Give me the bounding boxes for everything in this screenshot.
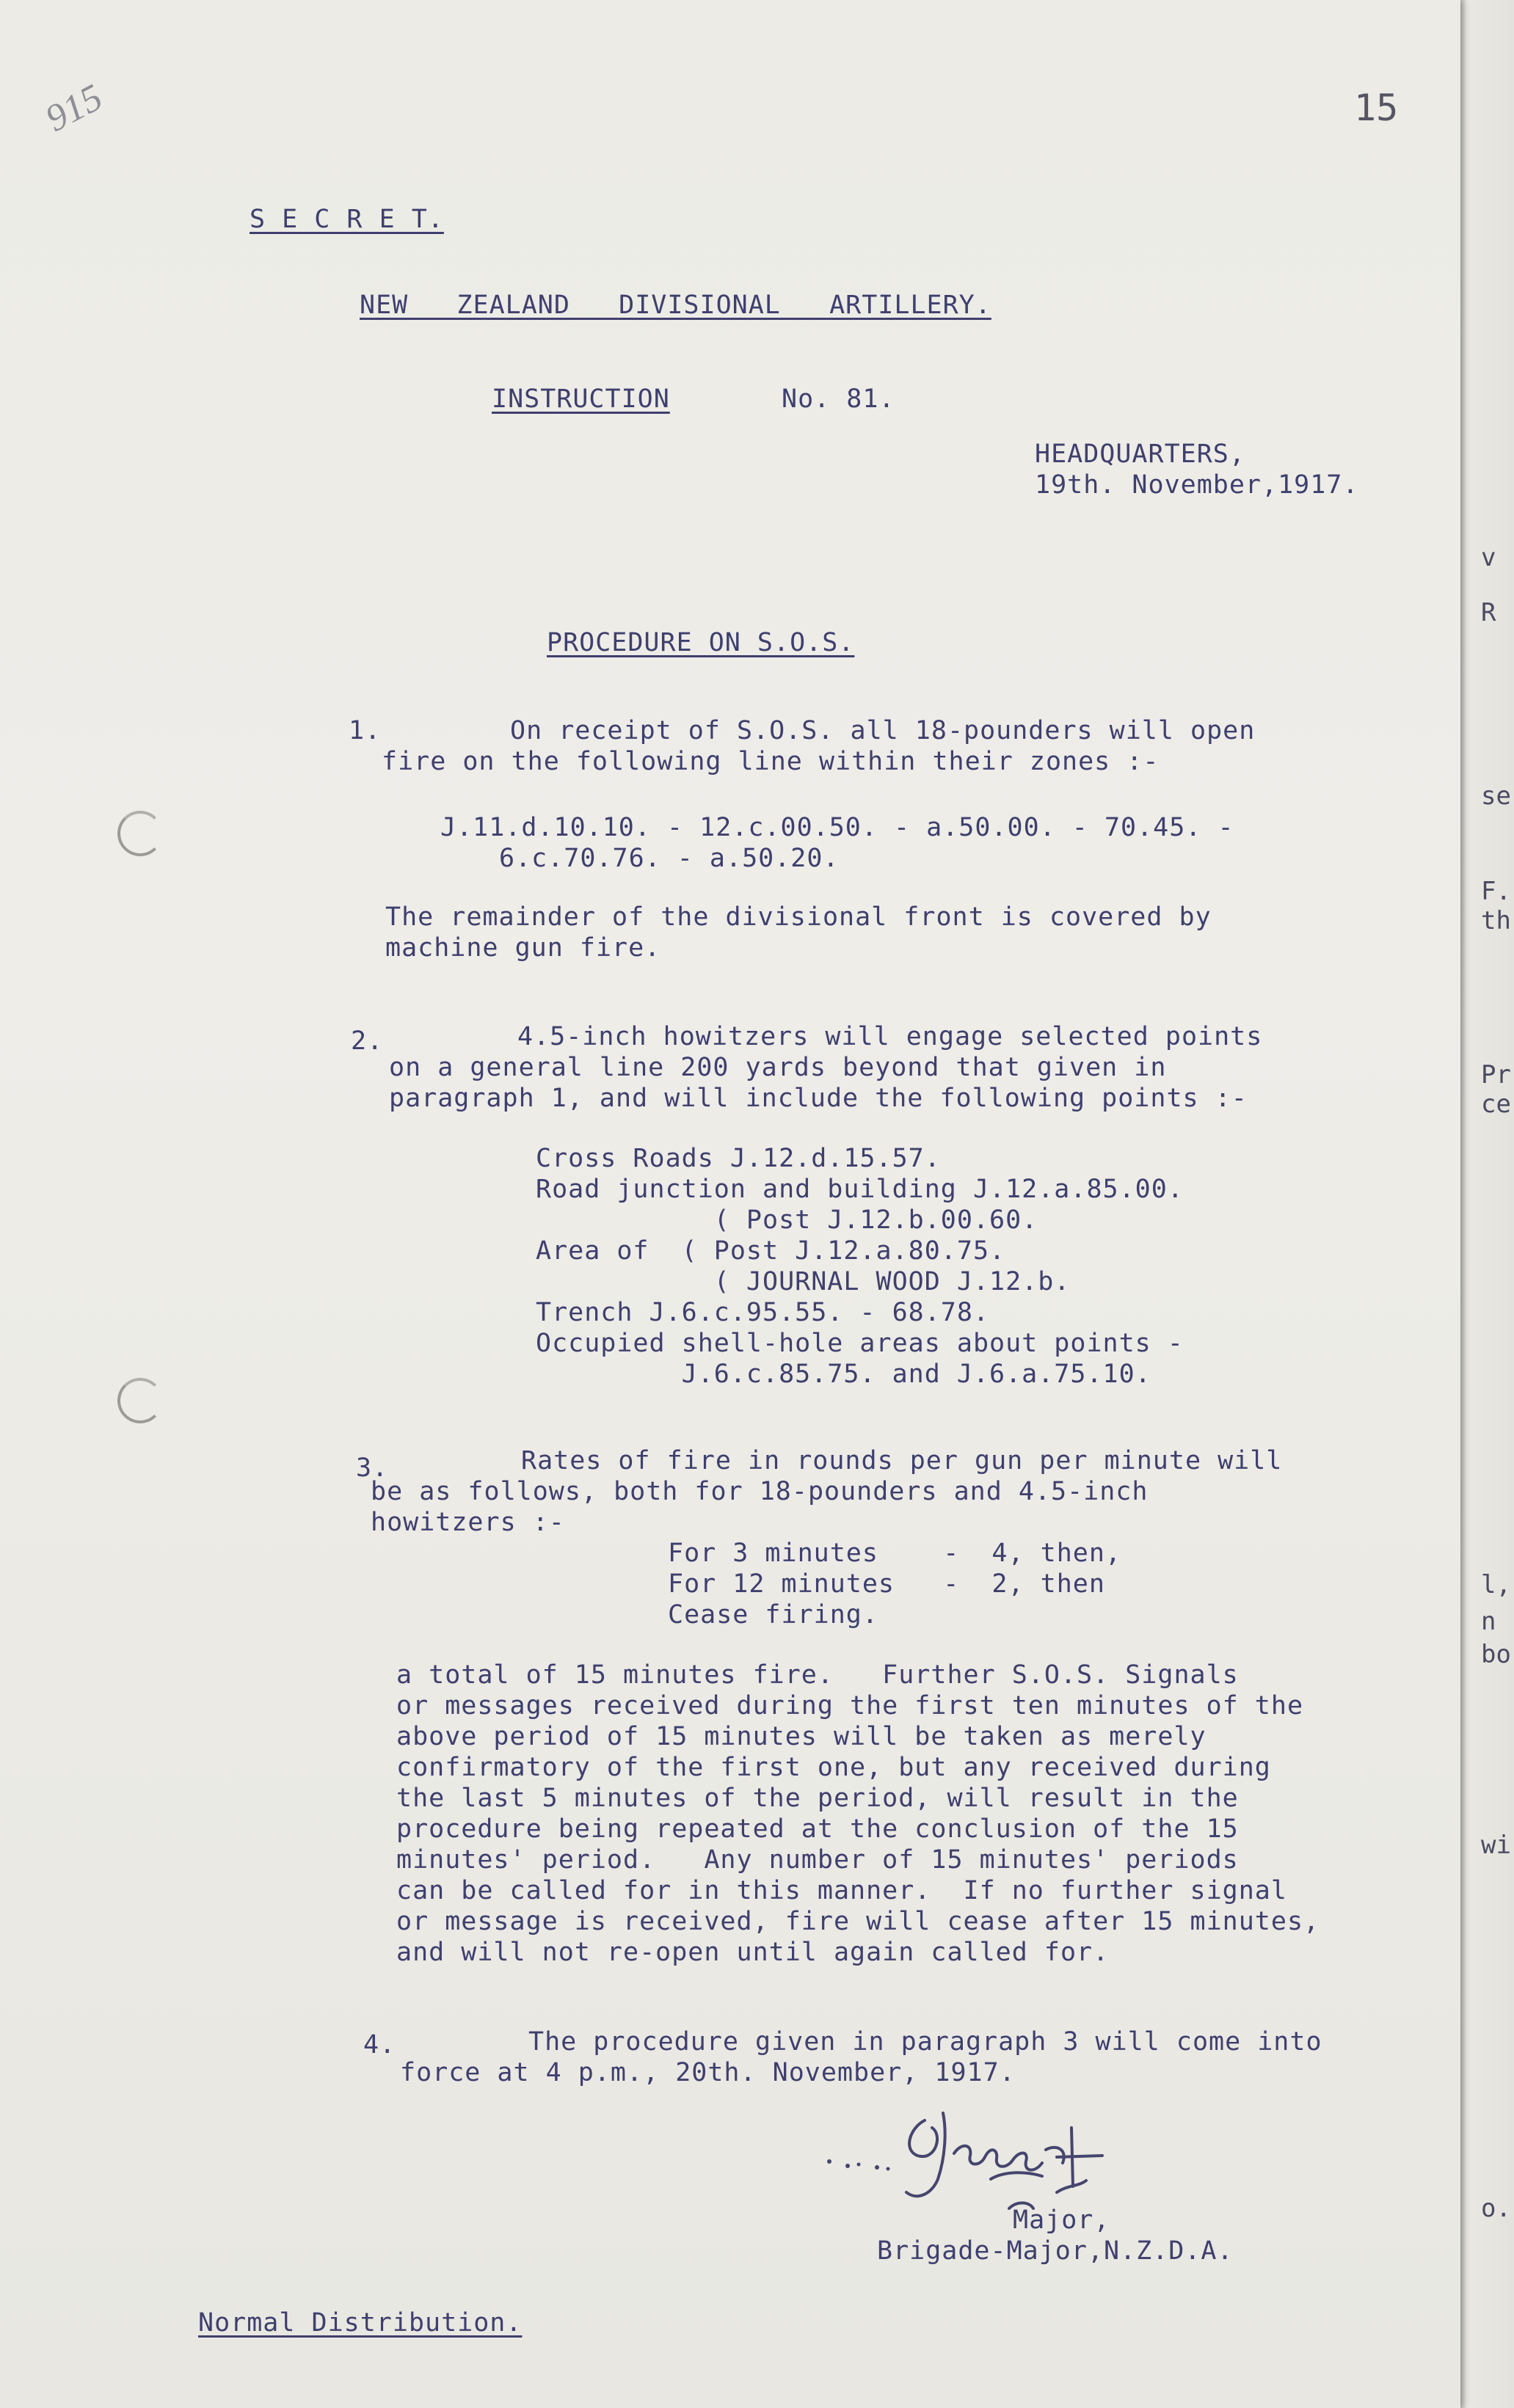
- paragraph-3-body-line: or message is received, fire will cease after 15 minutes,: [396, 1907, 1320, 1936]
- classification-marking: S E C R E T.: [250, 205, 444, 234]
- target-point-line: Cross Roads J.12.d.15.57.: [536, 1144, 941, 1173]
- fire-rate-line: For 12 minutes - 2, then: [668, 1569, 1105, 1599]
- headquarters-line: HEADQUARTERS,: [1035, 439, 1245, 469]
- punch-hole: [117, 1378, 163, 1423]
- target-point-line: Trench J.6.c.95.55. - 68.78.: [536, 1298, 990, 1327]
- pencil-archive-number: 915: [39, 76, 109, 140]
- paragraph-4-line: The procedure given in paragraph 3 will come into: [528, 2027, 1322, 2057]
- paragraph-3-body-line: or messages received during the first ten minutes of the: [396, 1691, 1304, 1721]
- underlying-text-fragment: l,: [1481, 1570, 1511, 1599]
- target-point-line: Road junction and building J.12.a.85.00.: [536, 1175, 1184, 1204]
- paragraph-3-line: howitzers :-: [371, 1508, 565, 1537]
- distribution-note: Normal Distribution.: [198, 2308, 523, 2338]
- paragraph-3-line: be as follows, both for 18-pounders and 4.5-inch: [371, 1477, 1149, 1506]
- underlying-text-fragment: n: [1481, 1607, 1496, 1636]
- unit-heading: NEW ZEALAND DIVISIONAL ARTILLERY.: [360, 291, 991, 320]
- signatory-rank: Major,: [1013, 2205, 1110, 2235]
- target-point-line: Area of ( Post J.12.a.80.75.: [536, 1236, 1006, 1266]
- paragraph-3-body-line: can be called for in this manner. If no further signal: [396, 1876, 1287, 1905]
- underlying-text-fragment: Pr: [1481, 1060, 1511, 1090]
- paragraph-3-body-line: confirmatory of the first one, but any received during: [396, 1753, 1271, 1782]
- underlying-text-fragment: o.: [1481, 2194, 1511, 2223]
- paragraph-1-line: On receipt of S.O.S. all 18-pounders will open: [510, 716, 1256, 745]
- coordinate-line: 6.c.70.76. - a.50.20.: [499, 844, 840, 873]
- underlying-text-fragment: R: [1481, 598, 1496, 627]
- paragraph-number: 4.: [363, 2030, 396, 2059]
- paragraph-3-line: Rates of fire in rounds per gun per minute will: [521, 1446, 1283, 1475]
- paragraph-2-line: 4.5-inch howitzers will engage selected points: [517, 1022, 1263, 1051]
- underlying-text-fragment: ce: [1481, 1090, 1511, 1119]
- paragraph-3-body-line: a total of 15 minutes fire. Further S.O.S. Signals: [396, 1660, 1239, 1690]
- paragraph-number: 3.: [356, 1453, 389, 1483]
- coordinate-line: J.11.d.10.10. - 12.c.00.50. - a.50.00. - 70.45. -: [440, 813, 1234, 842]
- paragraph-4-line: force at 4 p.m., 20th. November, 1917.: [400, 2058, 1016, 2087]
- underlying-text-fragment: F.: [1481, 877, 1511, 906]
- underlying-text-fragment: bo: [1481, 1640, 1511, 1669]
- target-point-line: J.6.c.85.75. and J.6.a.75.10.: [536, 1360, 1151, 1389]
- handwritten-signature: [815, 2098, 1196, 2230]
- paragraph-3-body-line: procedure being repeated at the conclusion of the 15: [396, 1814, 1239, 1844]
- target-point-line: Occupied shell-hole areas about points -: [536, 1329, 1184, 1358]
- signatory-title: Brigade-Major,N.Z.D.A.: [877, 2236, 1234, 2266]
- folio-number: 15: [1354, 87, 1399, 129]
- underlying-text-fragment: th: [1481, 906, 1511, 935]
- paragraph-3-body-line: minutes' period. Any number of 15 minutes' periods: [396, 1845, 1239, 1875]
- paragraph-1-remainder: The remainder of the divisional front is covered by: [385, 902, 1212, 932]
- punch-hole: [117, 811, 163, 856]
- underlying-text-fragment: wi: [1481, 1831, 1511, 1860]
- underlying-page-edge: [1460, 0, 1514, 2408]
- paragraph-3-body-line: and will not re-open until again called for.: [396, 1938, 1110, 1967]
- target-point-line: ( JOURNAL WOOD J.12.b.: [536, 1267, 1071, 1296]
- paragraph-1-line: fire on the following line within their zones :-: [382, 747, 1160, 776]
- instruction-number: No. 81.: [782, 384, 895, 414]
- fire-rate-line: Cease firing.: [668, 1600, 878, 1630]
- paragraph-3-body-line: above period of 15 minutes will be taken as merely: [396, 1722, 1207, 1751]
- paragraph-2-line: paragraph 1, and will include the following points :-: [389, 1084, 1248, 1113]
- paragraph-1-remainder: machine gun fire.: [385, 933, 661, 963]
- instruction-label: INSTRUCTION: [492, 384, 670, 414]
- section-title: PROCEDURE ON S.O.S.: [547, 628, 855, 657]
- paragraph-number: 2.: [351, 1026, 384, 1056]
- paragraph-number: 1.: [349, 716, 382, 745]
- underlying-text-fragment: se: [1481, 781, 1511, 811]
- fire-rate-line: For 3 minutes - 4, then,: [668, 1539, 1122, 1568]
- paragraph-2-line: on a general line 200 yards beyond that given in: [389, 1053, 1167, 1082]
- date-line: 19th. November,1917.: [1035, 470, 1359, 500]
- paragraph-3-body-line: the last 5 minutes of the period, will result in the: [396, 1784, 1239, 1813]
- underlying-text-fragment: v: [1481, 543, 1496, 572]
- target-point-line: ( Post J.12.b.00.60.: [536, 1205, 1038, 1235]
